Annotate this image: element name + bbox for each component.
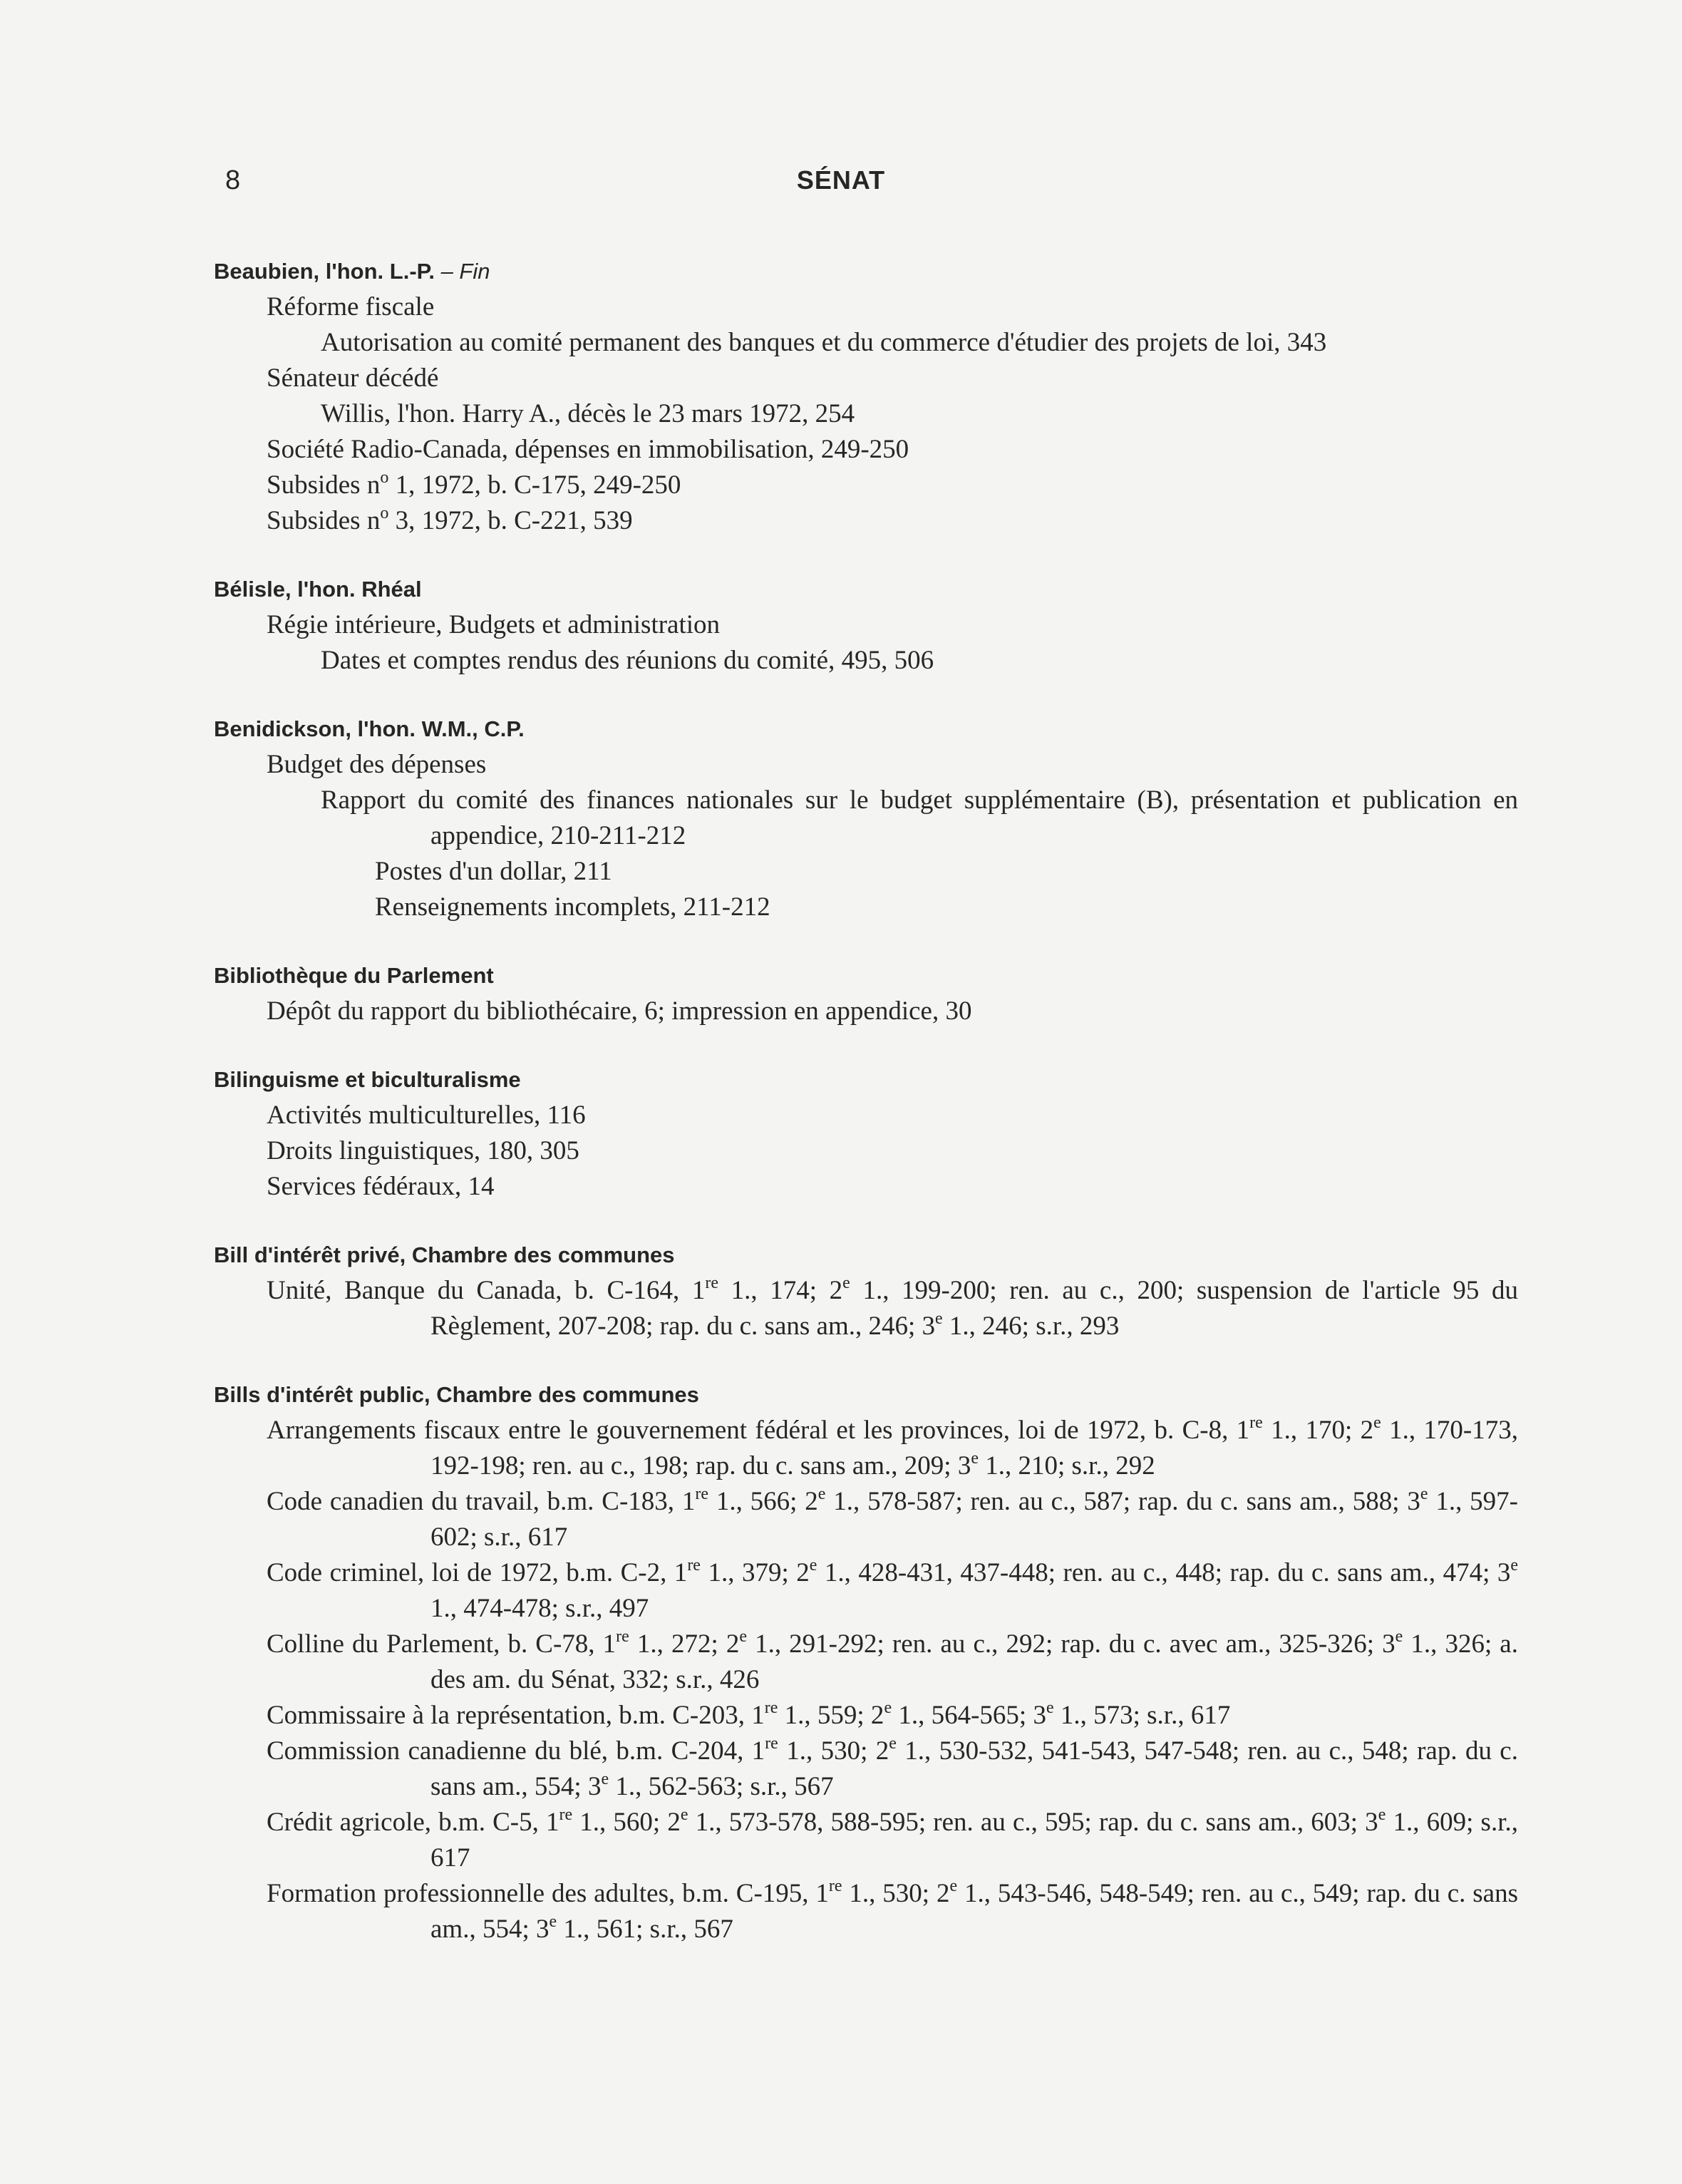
entry-heading	[214, 711, 1518, 747]
index-entry	[214, 572, 1518, 679]
subentry-level-1: Code canadien du travail, b.m. C-183, 1re 1., 566; 2e 1., 578-587; ren. au c., 587; rap. du c. sans am., 588; 3e 1., 597-602; s.r., 617	[267, 1484, 1519, 1552]
subentry-level-1: Sénateur décédé	[267, 364, 439, 393]
entry-heading-text: Bill d'intérêt privé, Chambre des communes	[214, 1242, 675, 1267]
subentry-level-1: Budget des dépenses	[267, 750, 487, 779]
index-entry	[214, 1062, 1518, 1205]
subentry-level-1: Activités multiculturelles, 116	[267, 1101, 586, 1130]
subentry-level-2: Rapport du comité des finances nationales sur le budget supplémentaire (B), présentation et publication en appendice, 210-211-212	[321, 785, 1518, 850]
index-entry	[214, 1377, 1518, 1947]
subentry-level-3: Renseignements incomplets, 211-212	[375, 892, 770, 922]
entry-heading-text: Beaubien, l'hon. L.-P.	[214, 259, 435, 284]
subentry-level-1: Code criminel, loi de 1972, b.m. C-2, 1re 1., 379; 2e 1., 428-431, 437-448; ren. au c., 448; rap. du c. sans am., 474; 3e 1., 474-478; s.r., 497	[267, 1555, 1518, 1623]
index-entry	[214, 254, 1518, 539]
page-number: 8	[225, 165, 241, 195]
subentry-level-1: Subsides $n^o$ 3, 1972, b. C-221, 539	[267, 503, 633, 535]
subentry-level-1: Arrangements fiscaux entre le gouvernement fédéral et les provinces, loi de 1972, b. C-8, 1re 1., 170; 2e 1., 170-173, 192-198; ren. au c., 198; rap. du c. sans am., 209; 3e 1., 210; s.r., 292	[267, 1413, 1518, 1480]
subentry-level-1: Unité, Banque du Canada, b. C-164, 1re 1., 174; 2e 1., 199-200; ren. au c., 200; suspension de l'article 95 du Règlement, 207-208; rap. du c. sans am., 246; 3e 1., 246; s.r., 293	[267, 1273, 1519, 1341]
continuation-marker: – Fin	[434, 259, 490, 284]
subentry-level-1: Colline du Parlement, b. C-78, 1re 1., 272; 2e 1., 291-292; ren. au c., 292; rap. du c. avec am., 325-326; 3e 1., 326; a. des am. du Sénat, 332; s.r., 426	[267, 1627, 1518, 1694]
subentry-level-1: Société Radio-Canada, dépenses en immobilisation, 249-250	[267, 435, 909, 464]
running-title: SÉNAT	[796, 165, 886, 195]
subentry-level-1: Subsides $n^o$ 1, 1972, b. C-175, 249-250	[267, 468, 681, 500]
subentry-level-1: Services fédéraux, 14	[267, 1172, 495, 1201]
subentry-level-2: Autorisation au comité permanent des banques et du commerce d'étudier des projets de loi, 343	[321, 328, 1327, 357]
subentry-level-2: Dates et comptes rendus des réunions du comité, 495, 506	[321, 646, 934, 675]
subentry-level-1: Régie intérieure, Budgets et administration	[267, 610, 721, 639]
index-body	[214, 254, 1518, 1980]
subentry-level-1: Commissaire à la représentation, b.m. C-203, 1re 1., 559; 2e 1., 564-565; 3e 1., 573; s.r., 617	[267, 1698, 1231, 1730]
subentry-level-1: Dépôt du rapport du bibliothécaire, 6; impression en appendice, 30	[267, 996, 972, 1026]
entry-heading	[214, 1062, 1518, 1098]
entry-heading-text: Bibliothèque du Parlement	[214, 963, 494, 988]
subentry-level-1: Commission canadienne du blé, b.m. C-204, 1re 1., 530; 2e 1., 530-532, 541-543, 547-548; ren. au c., 548; rap. du c. sans am., 554; 3e 1., 562-563; s.r., 567	[267, 1734, 1518, 1801]
subentry-level-1: Formation professionnelle des adultes, b.m. C-195, 1re 1., 530; 2e 1., 543-546, 548-549; ren. au c., 549; rap. du c. sans am., 554; 3e 1., 561; s.r., 567	[267, 1876, 1518, 1944]
page-header	[0, 165, 1682, 208]
entry-heading-text: Bills d'intérêt public, Chambre des communes	[214, 1382, 699, 1407]
entry-heading	[214, 1377, 1518, 1413]
index-entry	[214, 1237, 1518, 1344]
entry-heading	[214, 1237, 1518, 1273]
entry-heading	[214, 572, 1518, 607]
subentry-level-3: Postes d'un dollar, 211	[375, 857, 612, 886]
entry-heading-text: Benidickson, l'hon. W.M., C.P.	[214, 716, 525, 741]
entry-heading	[214, 254, 1518, 289]
subentry-level-1: Droits linguistiques, 180, 305	[267, 1136, 579, 1165]
subentry-level-1: Crédit agricole, b.m. C-5, 1re 1., 560; 2e 1., 573-578, 588-595; ren. au c., 595; rap. du c. sans am., 603; 3e 1., 609; s.r., 617	[267, 1805, 1518, 1873]
subentry-level-2: Willis, l'hon. Harry A., décès le 23 mars 1972, 254	[321, 399, 855, 428]
subentry-level-1: Réforme fiscale	[267, 292, 435, 321]
index-entry	[214, 711, 1518, 925]
entry-heading	[214, 958, 1518, 994]
index-entry	[214, 958, 1518, 1029]
entry-heading-text: Bélisle, l'hon. Rhéal	[214, 577, 422, 602]
entry-heading-text: Bilinguisme et biculturalisme	[214, 1067, 521, 1092]
